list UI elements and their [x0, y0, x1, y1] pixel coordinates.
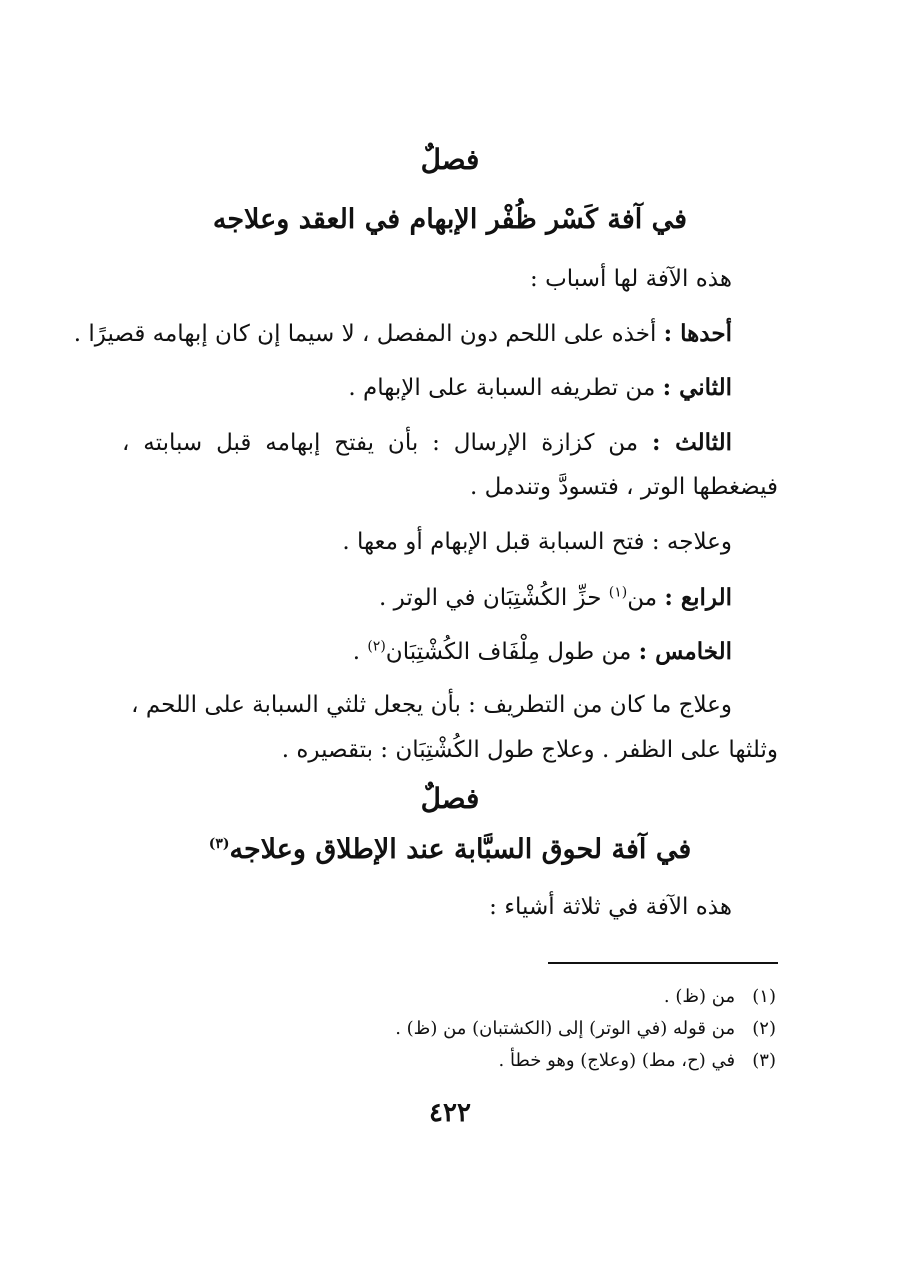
footnote-ref-3: (٣)	[208, 836, 230, 852]
cause-4	[379, 584, 732, 611]
footnote-1-num: (١)	[752, 986, 776, 1007]
footnote-ref-2: (٢)	[367, 638, 386, 655]
footnote-separator	[548, 962, 778, 964]
cause-2-text: من تطريفه السبابة على الإبهام .	[348, 375, 656, 401]
cause-5-text-before: من طول مِلْفَاف الكُشْتِبَان	[385, 639, 632, 665]
footnote-2	[395, 1018, 776, 1039]
footnote-1	[664, 986, 776, 1007]
section-heading-2: فصلٌ	[420, 782, 480, 815]
intro-paragraph-1: هذه الآفة لها أسباب :	[530, 266, 732, 292]
cause-5-label: الخامس :	[638, 638, 732, 665]
footnote-3	[499, 1050, 776, 1071]
footnote-ref-1: (١)	[608, 584, 628, 601]
cause-3-line-2: فيضغطها الوتر ، فتسودَّ وتندمل .	[470, 474, 778, 500]
section-title-2-text: في آفة لحوق السبَّابة عند الإطلاق وعلاجه	[229, 834, 692, 865]
cause-1	[74, 320, 732, 347]
remedy-2-line-2: وثلثها على الظفر . وعلاج طول الكُشْتِبَان : بتقصيره .	[281, 737, 778, 763]
footnote-1-text: من (ظ) .	[663, 986, 736, 1007]
cause-1-label: أحدها :	[663, 320, 732, 347]
footnote-3-num: (٣)	[752, 1050, 776, 1071]
cause-4-text-after: حزِّ الكُشْتِبَان في الوتر .	[379, 585, 602, 611]
cause-3-label: الثالث :	[652, 429, 733, 456]
cause-3-line-1	[122, 429, 778, 456]
footnote-3-text: في (ح، مط) (وعلاج) وهو خطأ .	[498, 1050, 736, 1071]
remedy-2-line-1: وعلاج ما كان من التطريف : بأن يجعل ثلثي السبابة على اللحم ،	[131, 692, 732, 718]
page-number: ٤٢٢	[429, 1098, 471, 1128]
section-title-2	[0, 834, 900, 865]
intro-paragraph-2: هذه الآفة في ثلاثة أشياء :	[489, 894, 732, 920]
section-heading-1: فصلٌ	[420, 143, 480, 176]
cause-1-text: أخذه على اللحم دون المفصل ، لا سيما إن كان إبهامه قصيرًا .	[73, 321, 657, 347]
remedy-paragraph: وعلاجه : فتح السبابة قبل الإبهام أو معها .	[342, 529, 732, 555]
section-title-1: في آفة كَسْر ظُفْر الإبهام في العقد وعلاجه	[212, 204, 688, 235]
cause-4-label: الرابع :	[664, 584, 732, 611]
footnote-2-text: من قوله (في الوتر) إلى (الكشتبان) من (ظ) .	[395, 1018, 736, 1039]
cause-2	[348, 374, 732, 401]
footnote-2-num: (٢)	[752, 1018, 776, 1039]
cause-4-text-before: من	[627, 585, 658, 611]
cause-2-label: الثاني :	[662, 374, 732, 401]
cause-3-text-line-1: من كزازة الإرسال : بأن يفتح إبهامه قبل سبابته ،	[122, 430, 639, 456]
cause-5-text-after: .	[352, 639, 361, 665]
cause-5	[353, 638, 732, 665]
